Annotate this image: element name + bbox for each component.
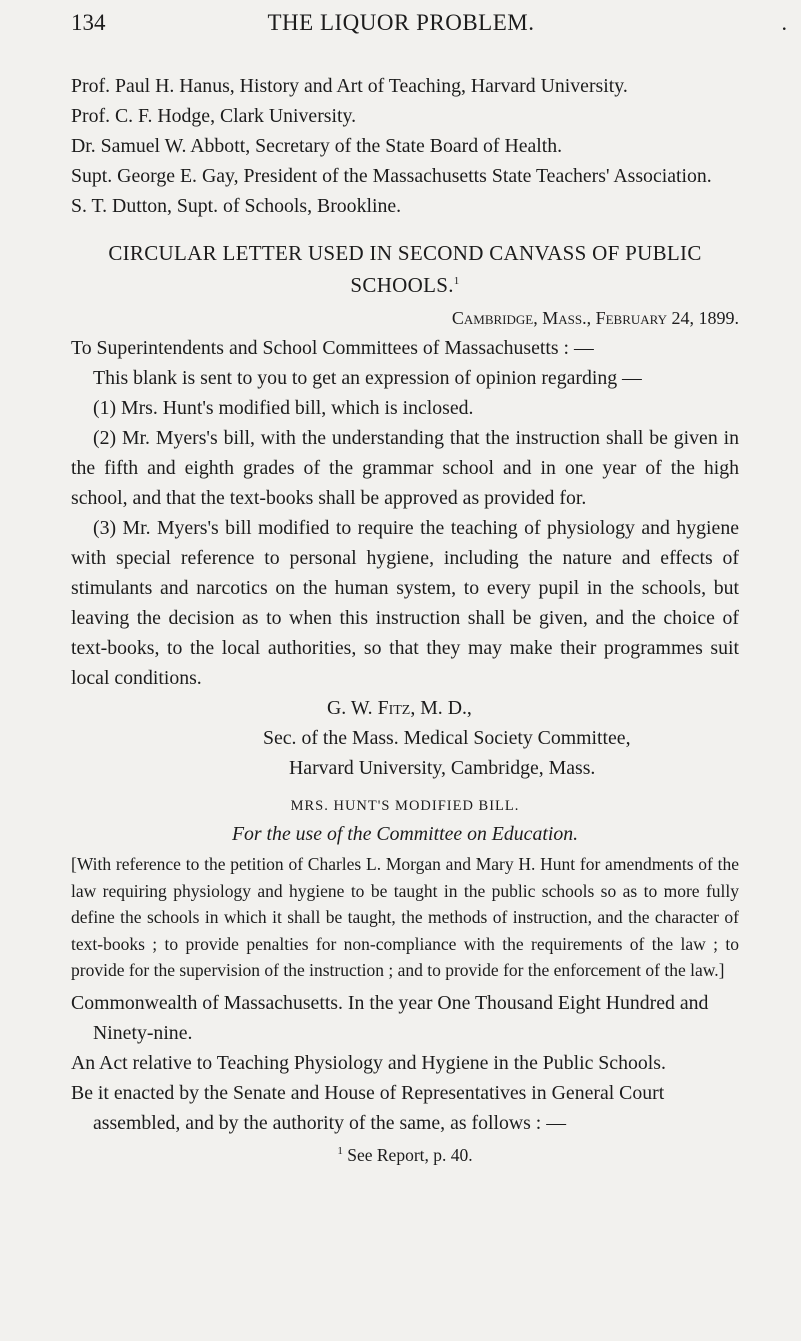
bill-heading: MRS. HUNT'S MODIFIED BILL.: [290, 798, 520, 814]
item-2: (2) Mr. Myers's bill, with the understanding that the instruction shall be given in the fifth and eighth grades of the grammar school and in one year of the high school, and that the text-books shall be approved as provided for.: [71, 427, 739, 509]
enacting-clause: Be it enacted by the Senate and House of Representatives in General Court assembled, and by the authority of the same, as follows : —: [71, 1081, 665, 1134]
bill-subheading: For the use of the Committee on Education.: [231, 823, 579, 845]
bill-note: [With reference to the petition of Charles L. Morgan and Mary H. Hunt for amendments of the law requiring physiology and hygiene to be taught in the public schools so as to more fully define the schools in which it shall be taught, the methods of instruction, and the character of text-books ; to provide penalties for non-compliance with the requirements of the law ; to provide for the supervision of the instruction ; and to provide for the enforcement of the law.]: [71, 854, 739, 980]
item-3: (3) Mr. Myers's bill modified to require the teaching of physiology and hygiene with special reference to personal hygiene, including the nature and effects of stimulants and narcotics on the human system, to every pupil in the schools, but leaving the decision as to when this instruction shall be given, and the choice of text-books, to the local authorities, so that they may make their programmes suit local conditions.: [71, 517, 739, 689]
footnote: [71, 1138, 739, 1168]
name-entry: Dr. Samuel W. Abbott, Secretary of the State Board of Health.: [71, 135, 563, 157]
running-header: [71, 10, 791, 40]
circular-heading: [71, 239, 739, 299]
page-body: [71, 71, 739, 1167]
item-1: (1) Mrs. Hunt's modified bill, which is inclosed.: [93, 397, 474, 419]
signer-place: Harvard University, Cambridge, Mass.: [289, 757, 596, 779]
circular-heading-text: CIRCULAR LETTER USED IN SECOND CANVASS OF PUBLIC SCHOOLS.: [108, 241, 702, 297]
running-title: THE LIQUOR PROBLEM.: [267, 10, 535, 35]
signer: G. W. Fitz, M. D.,: [327, 697, 472, 719]
name-entry: Prof. C. F. Hodge, Clark University.: [71, 105, 357, 127]
names-list: [71, 71, 739, 221]
footnote-ref: 1: [453, 275, 460, 287]
print-mark: .: [781, 10, 787, 35]
commonwealth-line: Commonwealth of Massachusetts. In the year One Thousand Eight Hundred and Ninety-nine.: [71, 991, 709, 1044]
act-title: An Act relative to Teaching Physiology and Hygiene in the Public Schools.: [71, 1051, 666, 1074]
name-entry: S. T. Dutton, Supt. of Schools, Brookline.: [71, 195, 402, 217]
name-entry: Prof. Paul H. Hanus, History and Art of Teaching, Harvard University.: [71, 75, 628, 97]
salutation: To Superintendents and School Committees of Massachusetts : —: [71, 337, 594, 359]
name-entry: Supt. George E. Gay, President of the Massachusetts State Teachers' Association.: [71, 165, 712, 187]
signer-title: Sec. of the Mass. Medical Society Committee,: [263, 727, 631, 749]
page-number: 134: [71, 10, 106, 35]
footnote-text: See Report, p. 40.: [347, 1144, 473, 1165]
dateline: Cambridge, Mass., February 24, 1899.: [451, 308, 739, 328]
footnote-marker: 1: [337, 1144, 343, 1157]
intro-paragraph: This blank is sent to you to get an expression of opinion regarding —: [93, 367, 642, 389]
